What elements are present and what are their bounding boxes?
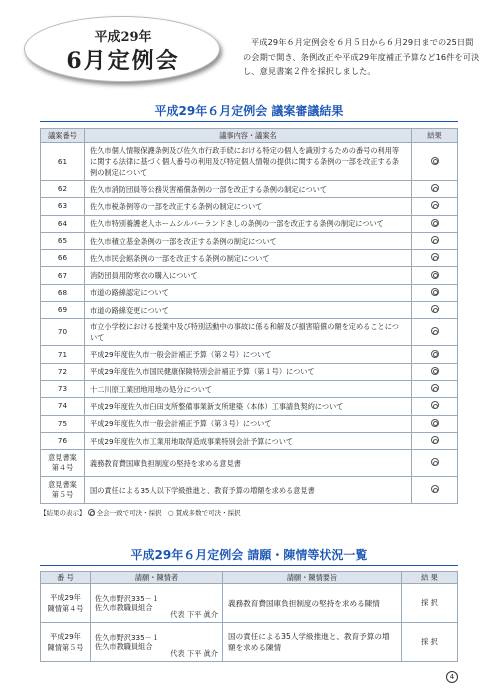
double-circle-icon: [431, 384, 439, 392]
bills-table: [40, 128, 458, 504]
petitioner: [91, 584, 223, 623]
petition-result: 採 択: [402, 584, 458, 623]
double-circle-icon: [431, 157, 439, 165]
bill-content: 佐久市民会館条例の一部を改正する条例の制定について: [85, 250, 412, 267]
section-title-petitions: 平成29年６月定例会 請願・陳情等状況一覧: [40, 546, 458, 566]
bill-result: [412, 267, 458, 284]
bill-number: 意見書案 第４号: [41, 450, 85, 477]
bill-content: 佐久市積立基金条例の一部を改正する条例の制定について: [85, 232, 412, 249]
bill-result: [412, 380, 458, 397]
header-content: 議事内容・議案名: [85, 129, 412, 143]
bill-result: [412, 398, 458, 415]
petition-number: 平成29年 陳情第４号: [41, 584, 91, 623]
bill-content: 十二川原工業団地用地の処分について: [85, 380, 412, 397]
header-result: 結果: [412, 129, 458, 143]
table-row: [41, 267, 458, 284]
bill-number: 76: [41, 432, 85, 449]
table-row: [41, 450, 458, 477]
page-header: [0, 0, 494, 92]
bill-content: 平成29年度佐久市一般会計補正予算（第２号）について: [85, 346, 412, 363]
bill-content: 国の責任による35人以下学級推進と、教育予算の増額を求める意見書: [85, 477, 412, 504]
bill-result: [412, 477, 458, 504]
double-circle-icon: [431, 350, 439, 358]
petition-summary: 国の責任による35人学級推進と、教育予算の増額を求める陳情: [223, 623, 402, 662]
petitioner-org: 佐久市教職員組合: [95, 603, 153, 612]
bill-content: 平成29年度佐久市臼田支所整備事業新支所建築（本体）工事請負契約について: [85, 398, 412, 415]
table-row: [41, 363, 458, 380]
table-row: [41, 143, 458, 181]
header-result: 結 果: [402, 572, 458, 584]
table-row: [41, 232, 458, 249]
table-row: [41, 198, 458, 215]
bill-number: 75: [41, 415, 85, 432]
header-bill-number: 議案番号: [41, 129, 85, 143]
double-circle-icon: [431, 271, 439, 279]
session-title: 6月定例会: [66, 48, 180, 74]
page-number: 4: [446, 671, 458, 683]
bill-number: 63: [41, 198, 85, 215]
double-circle-icon: [431, 288, 439, 296]
petitioner-address: 佐久市野沢335－１: [95, 633, 160, 642]
bill-result: [412, 181, 458, 198]
header-petitioner: 請願・陳情者: [91, 572, 223, 584]
result-legend: [40, 508, 241, 517]
table-row: [41, 380, 458, 397]
bill-result: [412, 432, 458, 449]
bill-number: 66: [41, 250, 85, 267]
bill-result: [412, 302, 458, 319]
bill-result: [412, 319, 458, 346]
double-circle-icon: [431, 253, 439, 261]
bill-result: [412, 198, 458, 215]
legend-label: 【結果の表示】: [40, 509, 86, 517]
circle-icon: ○: [167, 509, 174, 517]
bill-content: 平成29年度佐久市国民健康保険特別会計補正予算（第１号）について: [85, 363, 412, 380]
bill-result: [412, 232, 458, 249]
bill-number: 72: [41, 363, 85, 380]
table-header-row: [41, 129, 458, 143]
table-header-row: [41, 572, 458, 584]
petition-result: 採 択: [402, 623, 458, 662]
double-circle-icon: [431, 201, 439, 209]
bill-number: 67: [41, 267, 85, 284]
petitioner-address: 佐久市野沢335－１: [95, 594, 160, 603]
bill-result: [412, 215, 458, 232]
bill-content: 佐久市個人情報保護条例及び佐久市行政手続における特定の個人を識別するための番号の利用等に関する法律に基づく個人番号の利用及び特定個人情報の提供に関する条例の一部を改正する条例の制定について: [85, 143, 412, 181]
petitions-table: [40, 571, 458, 662]
table-row: [41, 415, 458, 432]
double-circle-icon: [431, 219, 439, 227]
bill-result: [412, 346, 458, 363]
bill-result: [412, 450, 458, 477]
petitioner-representative: 代表 下平 眞介: [170, 610, 218, 619]
double-circle-icon: [88, 509, 95, 516]
table-row: [41, 346, 458, 363]
table-row: [41, 215, 458, 232]
bill-content: 市道の路線認定について: [85, 284, 412, 301]
bill-result: [412, 363, 458, 380]
table-row: [41, 623, 458, 662]
header-number: 番 号: [41, 572, 91, 584]
bill-content: 市立小学校における授業中及び特別活動中の事故に係る和解及び損害賠償の額を定めることについて: [85, 319, 412, 346]
table-row: [41, 432, 458, 449]
table-row: [41, 284, 458, 301]
bill-number: 70: [41, 319, 85, 346]
legend-item-majority: 賛成多数で可決・採択: [175, 509, 241, 517]
table-row: [41, 250, 458, 267]
bill-number: 74: [41, 398, 85, 415]
bill-content: 平成29年度佐久市一般会計補正予算（第３号）について: [85, 415, 412, 432]
bill-content: 佐久市税条例等の一部を改正する条例の制定について: [85, 198, 412, 215]
double-circle-icon: [431, 367, 439, 375]
legend-item-unanimous: 全会一致で可決・採択: [96, 509, 162, 517]
bill-result: [412, 415, 458, 432]
bill-content: 平成29年度佐久市工業用地取得造成事業特別会計予算について: [85, 432, 412, 449]
bill-result: [412, 143, 458, 181]
table-row: [41, 477, 458, 504]
petitioner-representative: 代表 下平 眞介: [170, 649, 218, 658]
bill-content: 佐久市消防団員等公務災害補償条例の一部を改正する条例の制定について: [85, 181, 412, 198]
petition-summary: 義務教育費国庫負担制度の堅持を求める陳情: [223, 584, 402, 623]
bill-content: 義務教育費国庫負担制度の堅持を求める意見書: [85, 450, 412, 477]
bill-number: 62: [41, 181, 85, 198]
bill-number: 71: [41, 346, 85, 363]
bill-number: 64: [41, 215, 85, 232]
bill-content: 消防団員用防寒衣の購入について: [85, 267, 412, 284]
double-circle-icon: [431, 436, 439, 444]
bill-number: 73: [41, 380, 85, 397]
header-summary: 請願・陳情要旨: [223, 572, 402, 584]
table-row: [41, 319, 458, 346]
double-circle-icon: [431, 485, 439, 493]
bill-result: [412, 284, 458, 301]
section-title-bills: 平成29年６月定例会 議案審議結果: [40, 102, 458, 122]
double-circle-icon: [431, 458, 439, 466]
double-circle-icon: [431, 305, 439, 313]
table-row: [41, 584, 458, 623]
bill-number: 61: [41, 143, 85, 181]
double-circle-icon: [431, 401, 439, 409]
bill-result: [412, 250, 458, 267]
title-oval: [24, 16, 220, 82]
intro-text: 平成29年６月定例会を６月５日から６月29日までの25日間の会期で開き、条例改正や平成29年度補正予算など16件を可決し、意見書案２件を採択しました。: [243, 37, 480, 76]
petitioner: [91, 623, 223, 662]
petition-number: 平成29年 陳情第５号: [41, 623, 91, 662]
bill-number: 意見書案 第５号: [41, 477, 85, 504]
table-row: [41, 398, 458, 415]
double-circle-icon: [431, 419, 439, 427]
double-circle-icon: [431, 184, 439, 192]
double-circle-icon: [431, 236, 439, 244]
session-year: 平成29年: [94, 30, 152, 45]
bill-number: 68: [41, 284, 85, 301]
bill-content: 市道の路線変更について: [85, 302, 412, 319]
bill-number: 69: [41, 302, 85, 319]
petitioner-org: 佐久市教職員組合: [95, 642, 153, 651]
bill-number: 65: [41, 232, 85, 249]
bill-content: 佐久市特別養護老人ホームシルバーランドきしの条例の一部を改正する条例の制定について: [85, 215, 412, 232]
table-row: [41, 302, 458, 319]
table-row: [41, 181, 458, 198]
double-circle-icon: [431, 327, 439, 335]
